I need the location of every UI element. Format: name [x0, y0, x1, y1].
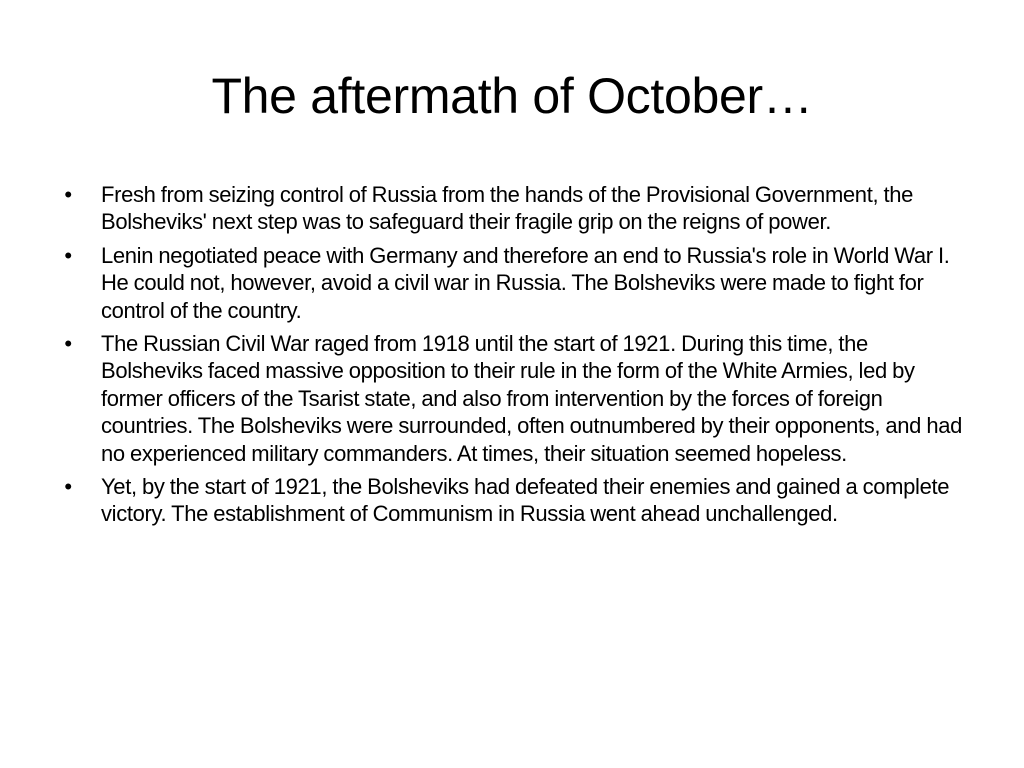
bullet-list — [58, 181, 968, 534]
bullet-marker: • — [64, 474, 72, 500]
bullet-text: Lenin negotiated peace with Germany and therefore an end to Russia's role in World War I. He could not, however, avoid a civil war in Russia. The Bolsheviks were made to fight for control of the country. — [101, 242, 950, 323]
slide-title: The aftermath of October… — [211, 68, 813, 124]
bullet-marker: • — [64, 331, 72, 357]
bullet-text: The Russian Civil War raged from 1918 until the start of 1921. During this time, the Bolsheviks faced massive opposition to their rule in the form of the White Armies, led by former officers of the Tsarist state, and also from intervention by the forces of foreign countries. The Bolsheviks were surrounded, often outnumbered by their opponents, and had no experienced military commanders. At times, their situation seemed hopeless. — [101, 331, 962, 466]
bullet-item — [58, 473, 968, 528]
bullet-item — [58, 181, 968, 236]
bullet-text: Yet, by the start of 1921, the Bolsheviks had defeated their enemies and gained a complete victory. The establishment of Communism in Russia went ahead unchallenged. — [101, 474, 950, 527]
bullet-item — [58, 330, 968, 467]
bullet-item — [58, 242, 968, 324]
bullet-text: Fresh from seizing control of Russia from the hands of the Provisional Government, the Bolsheviks' next step was to safeguard their fragile grip on the reigns of power. — [101, 182, 914, 235]
bullet-marker: • — [64, 242, 72, 268]
bullet-marker: • — [64, 182, 72, 207]
